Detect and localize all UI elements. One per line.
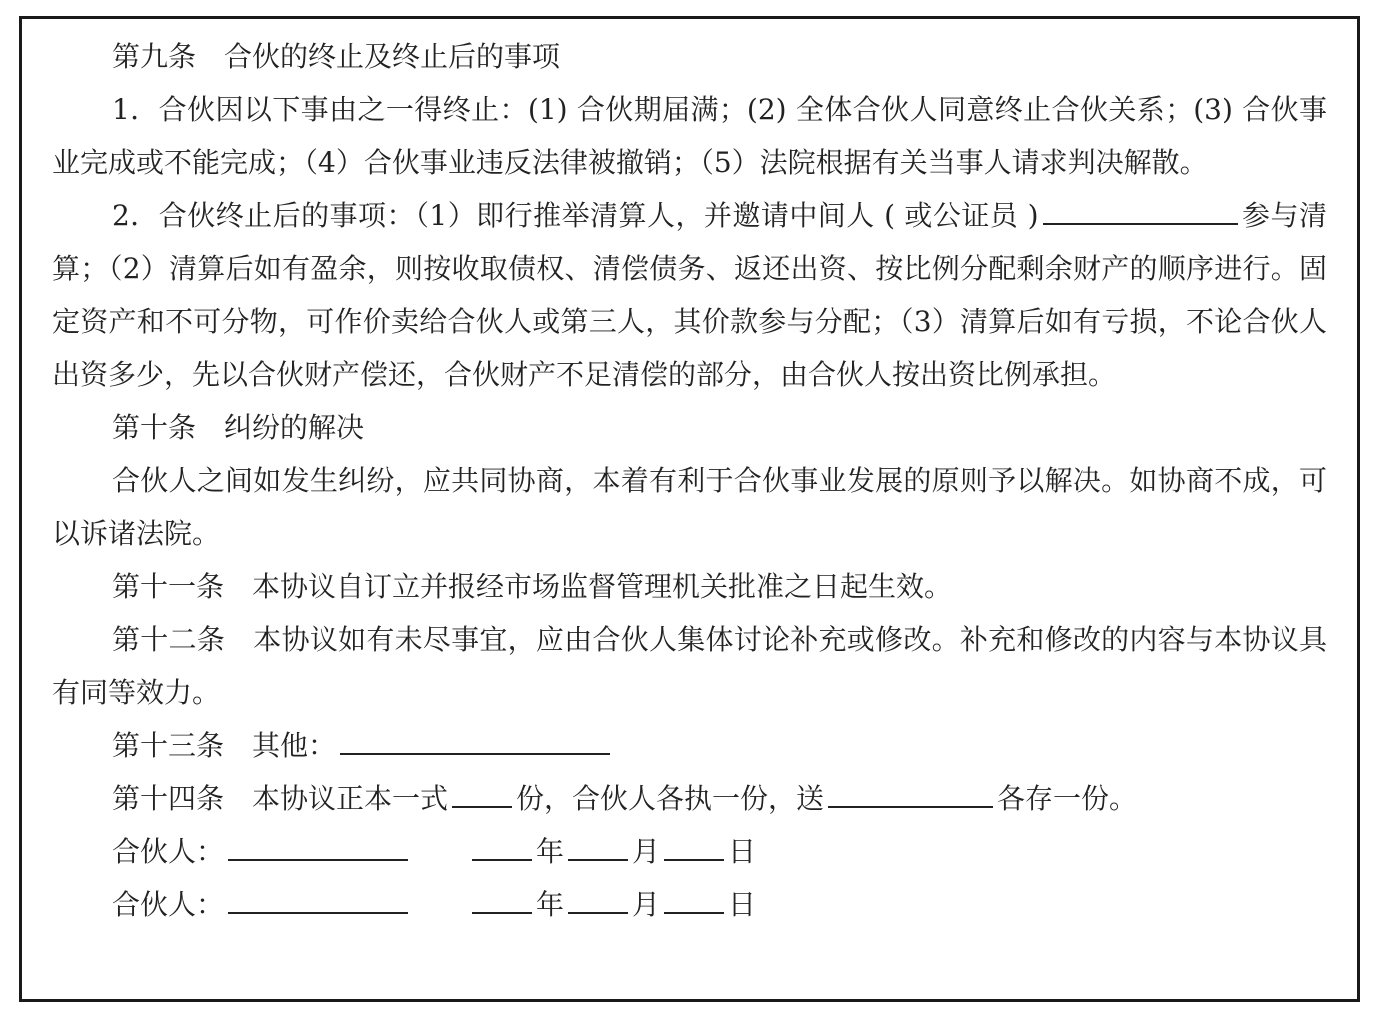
partner-signature-blank[interactable] bbox=[228, 829, 408, 861]
copies-count-blank[interactable] bbox=[452, 776, 512, 808]
article-13-number: 第十三条 bbox=[112, 729, 225, 762]
year-blank[interactable] bbox=[472, 829, 532, 861]
article-9-clause-1: 1．合伙因以下事由之一得终止：(1) 合伙期届满；(2) 全体合伙人同意终止合伙关系；(3) 合伙事业完成或不能完成；（4）合伙事业违反法律被撤销；（5）法院根据有关当事人请求判决解散。 bbox=[52, 93, 1327, 179]
month-blank[interactable] bbox=[568, 829, 628, 861]
signature-row bbox=[52, 878, 1327, 931]
article-10-title: 纠纷的解决 bbox=[224, 411, 365, 444]
article-11-number: 第十一条 bbox=[112, 570, 225, 603]
article-11 bbox=[52, 560, 1327, 613]
article-9-title: 合伙的终止及终止后的事项 bbox=[224, 40, 561, 73]
article-12 bbox=[52, 613, 1327, 719]
day-label: 日 bbox=[728, 888, 757, 921]
article-9-clause-2-part-a: 2．合伙终止后的事项：（1）即行推举清算人，并邀请中间人 ( 或公证员 ) bbox=[112, 199, 1039, 232]
signature-row bbox=[52, 825, 1327, 878]
article-14-text-c: 各存一份。 bbox=[997, 782, 1138, 815]
document-body bbox=[52, 30, 1327, 931]
mediator-blank[interactable] bbox=[1043, 193, 1238, 225]
other-terms-blank[interactable] bbox=[340, 723, 610, 755]
article-14-number: 第十四条 bbox=[112, 782, 225, 815]
article-12-number: 第十二条 bbox=[112, 623, 226, 656]
article-10-number: 第十条 bbox=[112, 411, 197, 444]
day-label: 日 bbox=[728, 835, 757, 868]
year-label: 年 bbox=[536, 888, 565, 921]
article-10-heading bbox=[52, 401, 1327, 454]
article-13-label: 其他： bbox=[252, 729, 337, 762]
year-blank[interactable] bbox=[472, 882, 532, 914]
article-10-body: 合伙人之间如发生纠纷，应共同协商，本着有利于合伙事业发展的原则予以解决。如协商不成，可以诉诸法院。 bbox=[52, 464, 1327, 550]
month-label: 月 bbox=[632, 835, 661, 868]
article-9-number: 第九条 bbox=[112, 40, 197, 73]
signature-label: 合伙人： bbox=[112, 835, 225, 868]
article-11-body: 本协议自订立并报经市场监督管理机关批准之日起生效。 bbox=[252, 570, 953, 603]
partner-signature-blank[interactable] bbox=[228, 882, 408, 914]
article-9-clause-2-part-b: 参与清算；（2）清算后如有盈余，则按收取债权、清偿债务、返还出资、按比例分配剩余财产的顺序进行。固定资产和不可分物，可作价卖给合伙人或第三人，其价款参与分配；（3）清算后如有亏损，不论合伙人出资多少，先以合伙财产偿还，合伙财产不足清偿的部分，由合伙人按出资比例承担。 bbox=[52, 199, 1327, 391]
day-blank[interactable] bbox=[664, 882, 724, 914]
article-14 bbox=[52, 772, 1327, 825]
day-blank[interactable] bbox=[664, 829, 724, 861]
article-9-clause-2 bbox=[52, 189, 1327, 401]
signature-label: 合伙人： bbox=[112, 888, 225, 921]
article-12-body: 本协议如有未尽事宜，应由合伙人集体讨论补充或修改。补充和修改的内容与本协议具有同等效力。 bbox=[52, 623, 1327, 709]
article-13 bbox=[52, 719, 1327, 772]
article-14-text-b: 份，合伙人各执一份，送 bbox=[516, 782, 825, 815]
article-9-heading bbox=[52, 30, 1327, 83]
recipient-blank[interactable] bbox=[828, 776, 993, 808]
month-label: 月 bbox=[632, 888, 661, 921]
year-label: 年 bbox=[536, 835, 565, 868]
month-blank[interactable] bbox=[568, 882, 628, 914]
article-14-text-a: 本协议正本一式 bbox=[252, 782, 449, 815]
